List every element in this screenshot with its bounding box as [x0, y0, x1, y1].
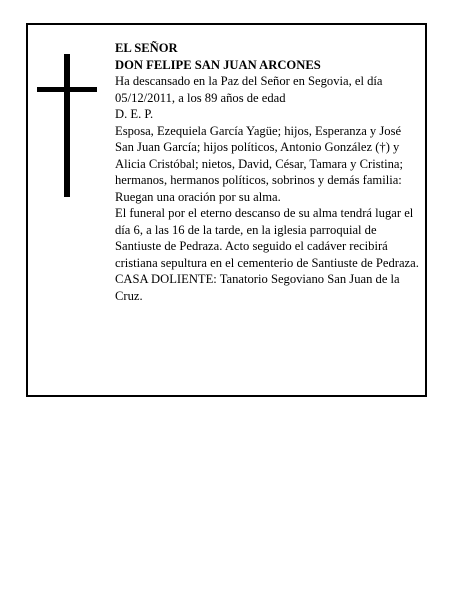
cross-icon: [37, 54, 97, 197]
funeral-home: CASA DOLIENTE: Tanatorio Segoviano San Juan de la Cruz.: [115, 272, 400, 303]
dep-abbreviation: D. E. P.: [115, 107, 154, 121]
prayer-request: Ruegan una oración por su alma.: [115, 189, 281, 204]
cross-vertical-bar: [64, 54, 70, 197]
death-statement: Ha descansado en la Paz del Señor en Segovia, el día 05/12/2011, a los 89 años de edad: [115, 74, 383, 105]
deceased-name: DON FELIPE SAN JUAN ARCONES: [115, 57, 321, 72]
obituary-notice: [26, 23, 427, 397]
family-list: Esposa, Ezequiela García Yagüe; hijos, Esperanza y José San Juan García; hijos políticos, Antonio González (†) y Alicia Cristóbal; nietos, David, César, Tamara y Cristina; hermanos, hermanos políticos, sobrinos y demás familia:: [115, 123, 403, 187]
funeral-details: El funeral por el eterno descanso de su alma tendrá lugar el día 6, a las 16 de la tarde, en la iglesia parroquial de Santiuste de Pedraza. Acto seguido el cadáver recibirá cristiana sepultura en el cementerio de Santiuste de Pedraza.: [115, 206, 419, 270]
notice-text-block: [115, 40, 421, 304]
notice-title: EL SEÑOR: [115, 41, 178, 55]
cross-horizontal-bar: [37, 87, 97, 92]
